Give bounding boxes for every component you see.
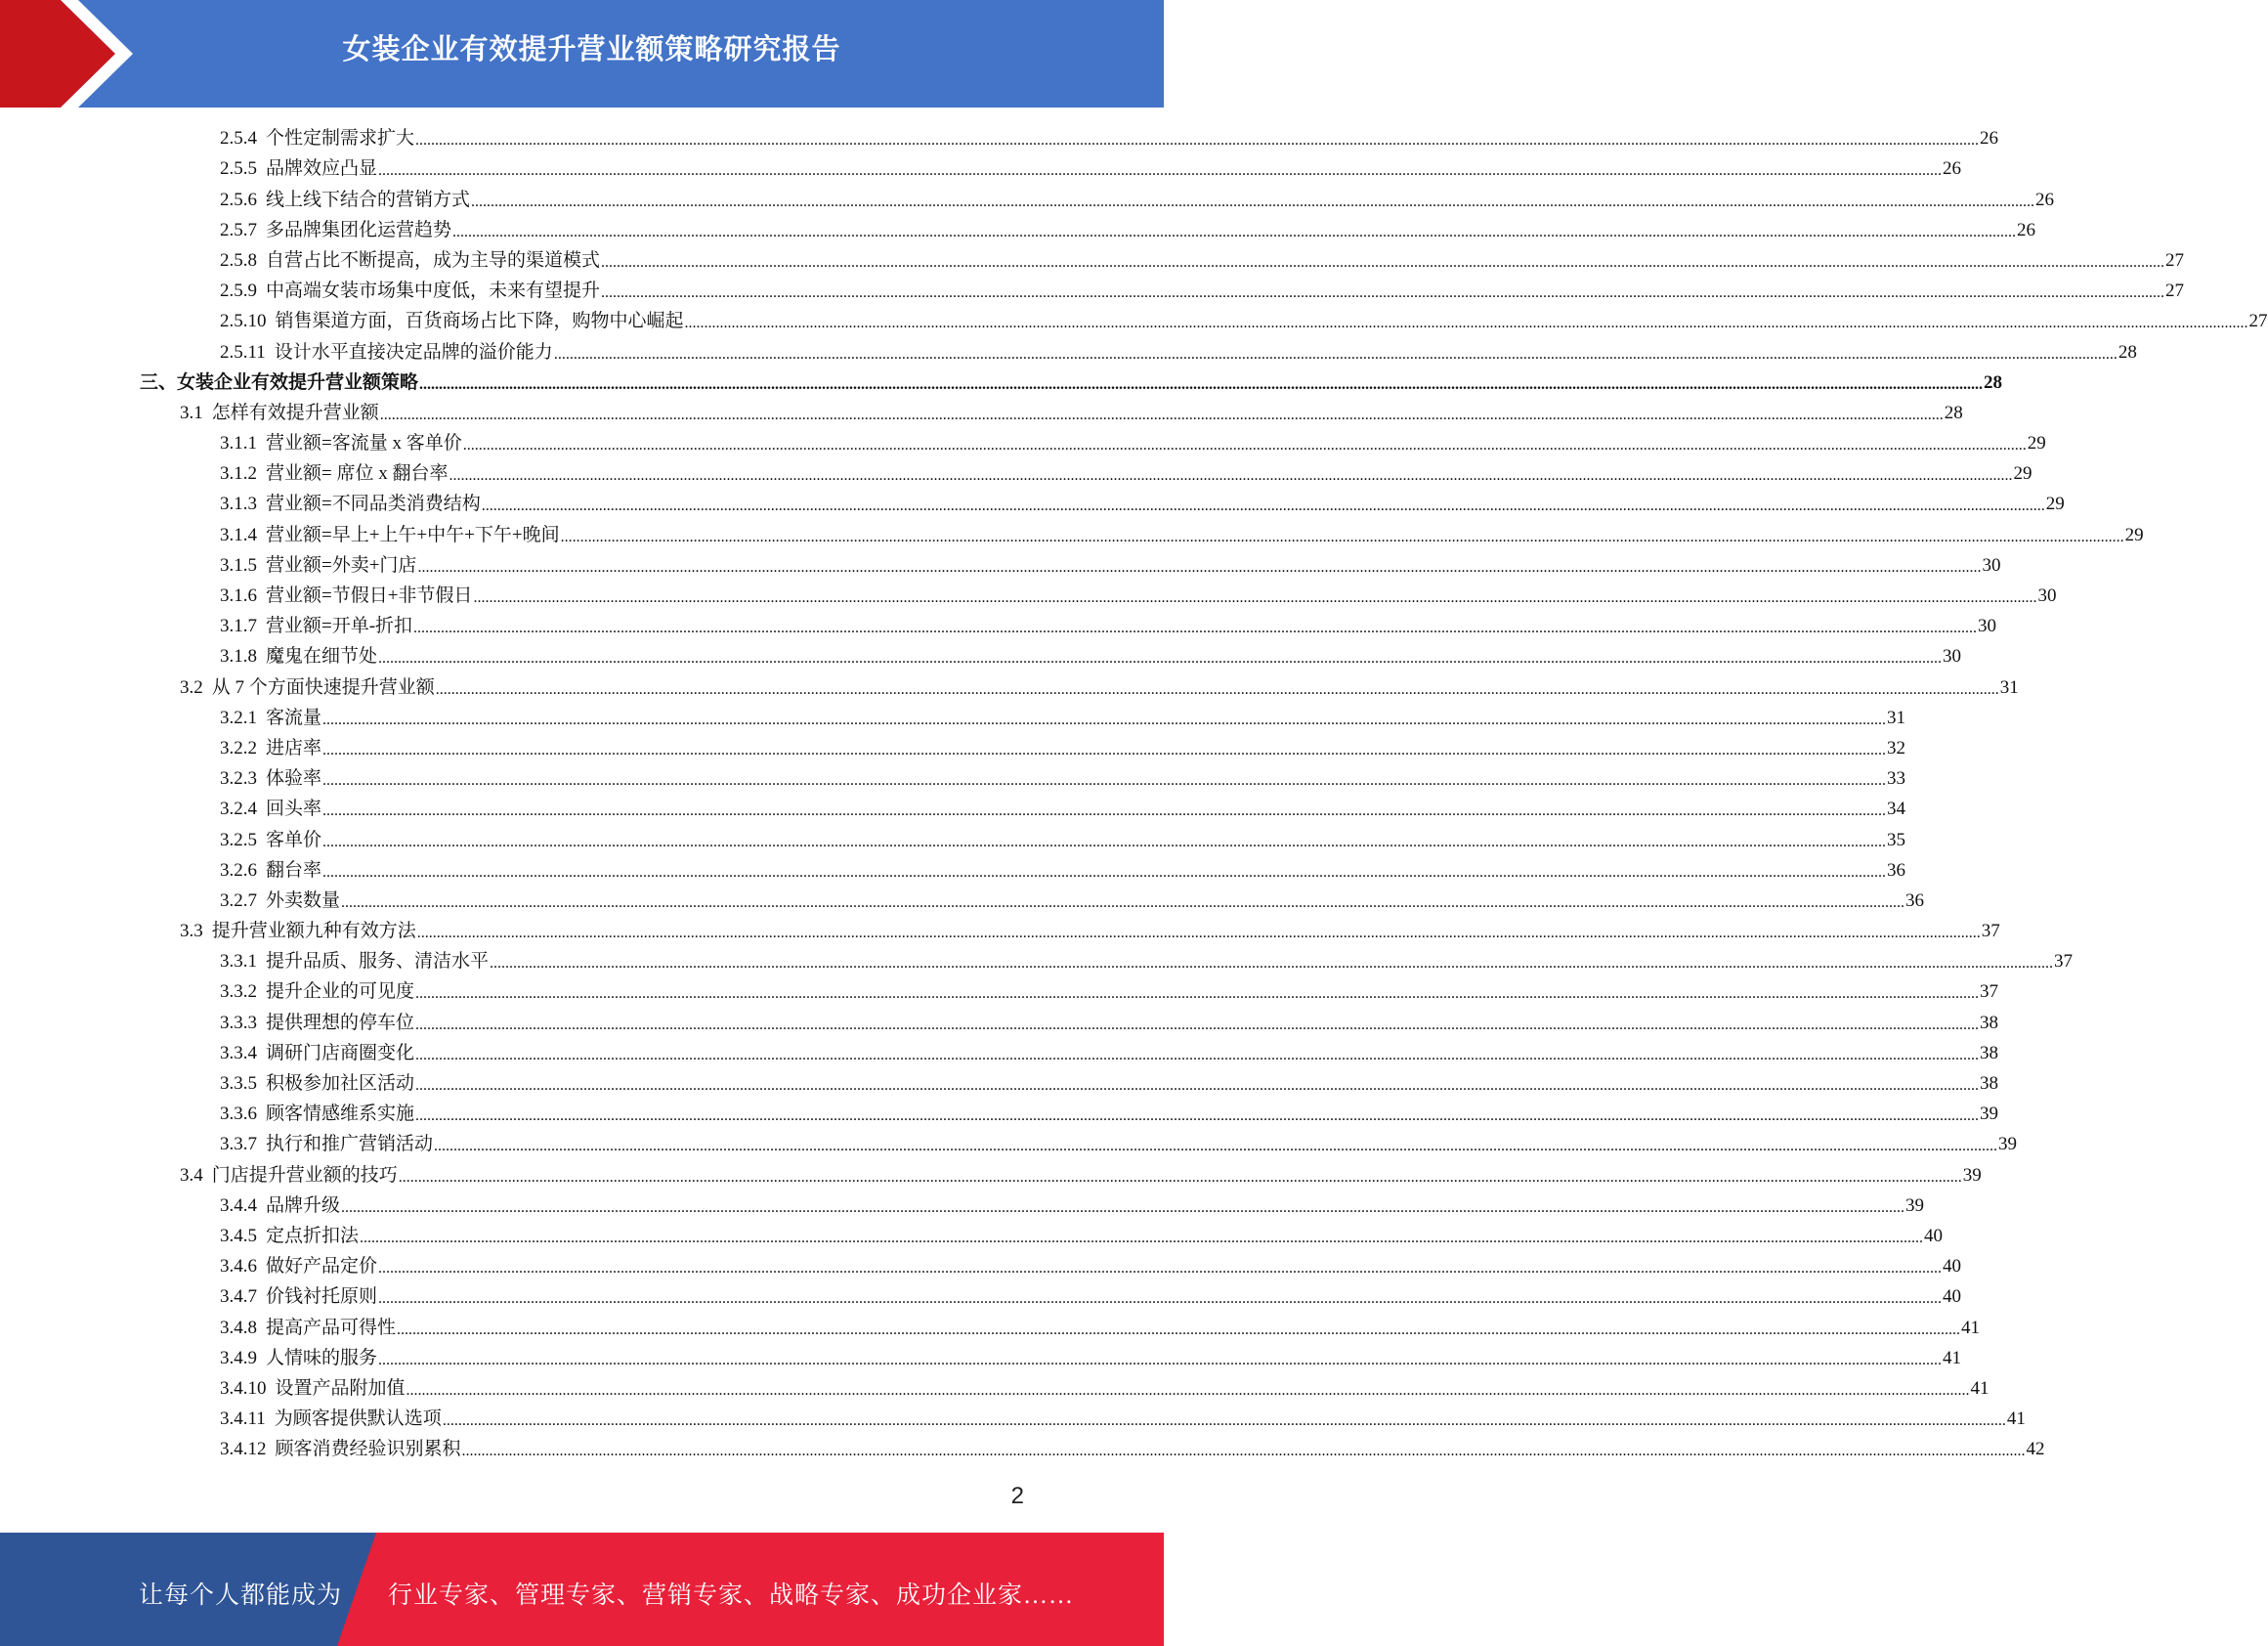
toc-leader-dots: ................................................................................................................................................................................................................................................................................................................................................................................................................ <box>378 1260 1943 1278</box>
toc-entry-title: 顾客情感维系实施 <box>266 1104 415 1125</box>
toc-entry-number: 3.1 <box>180 402 203 423</box>
toc-entry-page: 27 <box>2165 281 2185 302</box>
toc-entry-title: 营业额=开单-折扣 <box>266 616 413 637</box>
toc-entry-title: 提供理想的停车位 <box>266 1012 415 1033</box>
toc-entry-text <box>220 281 600 302</box>
toc-entry-number: 3.1.7 <box>220 616 257 637</box>
toc-entry-text <box>220 463 448 485</box>
toc-entry-title: 提高产品可得性 <box>266 1317 397 1338</box>
toc-entry[interactable] <box>0 307 2268 337</box>
toc-entry-page: 39 <box>1980 1104 1999 1125</box>
toc-entry[interactable] <box>0 704 1906 734</box>
footer-slogan-left: 让每个人都能成为 <box>139 1582 343 1609</box>
page-number: 2 <box>1010 1483 1024 1509</box>
toc-entry[interactable] <box>0 672 2019 703</box>
toc-entry-page: 40 <box>1924 1225 1944 1246</box>
toc-leader-dots: ................................................................................................................................................................................................................................................................................................................................................................................................................ <box>378 1290 1943 1308</box>
toc-leader-dots: ................................................................................................................................................................................................................................................................................................................................................................................................................ <box>435 680 1999 698</box>
toc-entry[interactable] <box>0 246 2185 277</box>
toc-entry-number: 2.5.6 <box>220 189 257 210</box>
toc-entry-text <box>220 494 481 515</box>
toc-leader-dots: ................................................................................................................................................................................................................................................................................................................................................................................................................ <box>322 772 1887 790</box>
toc-entry[interactable] <box>0 825 1906 855</box>
toc-entry-text <box>220 768 321 790</box>
toc-entry[interactable] <box>0 1160 1982 1191</box>
toc-entry-page: 38 <box>1980 1073 1999 1094</box>
toc-entry-page: 26 <box>1943 158 1962 180</box>
toc-entry-page: 30 <box>1943 646 1962 668</box>
toc-entry-page: 41 <box>2006 1408 2026 1430</box>
toc-entry-page: 38 <box>1980 1012 1999 1033</box>
toc-entry-number: 3.3 <box>180 921 203 942</box>
toc-entry[interactable] <box>0 1374 1990 1405</box>
toc-leader-dots: ................................................................................................................................................................................................................................................................................................................................................................................................................ <box>415 1016 1980 1033</box>
toc-entry-page: 29 <box>2045 494 2065 515</box>
toc-entry-title: 营业额=外卖+门店 <box>266 554 417 576</box>
toc-entry[interactable] <box>0 947 2074 977</box>
toc-entry-number: 3.1.8 <box>220 646 257 668</box>
toc-entry[interactable] <box>0 216 2036 246</box>
toc-entry[interactable] <box>0 1405 2026 1435</box>
toc-entry-page: 40 <box>1943 1286 1962 1308</box>
toc-entry-title: 品牌效应凸显 <box>266 158 378 180</box>
toc-entry-text <box>220 1073 414 1095</box>
toc-entry-page: 37 <box>2054 951 2074 973</box>
toc-entry-text <box>220 1378 406 1400</box>
toc-entry-page: 26 <box>2035 189 2055 210</box>
toc-entry-text <box>220 342 553 364</box>
toc-entry-number: 3.1.1 <box>220 433 257 455</box>
toc-entry-number: 2.5.10 <box>220 311 267 332</box>
toc-entry-page: 37 <box>1981 921 2000 942</box>
toc-entry-number: 3.2.4 <box>220 799 257 820</box>
toc-entry-text <box>220 1104 414 1125</box>
toc-entry-title: 魔鬼在细节处 <box>266 646 378 668</box>
toc-entry[interactable] <box>0 337 2137 368</box>
toc-entry[interactable] <box>0 399 1963 429</box>
toc-entry[interactable] <box>0 368 2003 399</box>
toc-entry[interactable] <box>0 1222 1944 1252</box>
toc-entry-page: 30 <box>1978 616 1997 637</box>
toc-entry-title: 积极参加社区活动 <box>266 1073 415 1094</box>
toc-entry-page: 27 <box>2248 311 2268 332</box>
toc-entry-text <box>220 799 321 820</box>
toc-entry-title: 营业额= 席位 x 翻台率 <box>266 463 449 485</box>
toc-leader-dots: ................................................................................................................................................................................................................................................................................................................................................................................................................ <box>341 1198 1905 1216</box>
toc-entry-number: 3.3.1 <box>220 951 257 973</box>
toc-entry-page: 42 <box>2026 1439 2045 1460</box>
toc-entry-page: 29 <box>2027 433 2046 455</box>
toc-entry-title: 调研门店商圈变化 <box>266 1042 415 1063</box>
toc-entry-page: 29 <box>2124 524 2144 545</box>
toc-leader-dots: ................................................................................................................................................................................................................................................................................................................................................................................................................ <box>490 955 2054 973</box>
toc-entry-text <box>220 1226 359 1247</box>
toc-entry-text <box>220 860 321 882</box>
toc-entry-page: 31 <box>1999 676 2019 698</box>
toc-leader-dots: ................................................................................................................................................................................................................................................................................................................................................................................................................ <box>415 1107 1980 1125</box>
toc-entry-number: 3.2.1 <box>220 707 257 728</box>
toc-leader-dots: ................................................................................................................................................................................................................................................................................................................................................................................................................ <box>379 406 1944 423</box>
toc-entry[interactable] <box>0 185 2055 215</box>
toc-entry-text <box>220 158 377 180</box>
toc-entry-title: 门店提升营业额的技巧 <box>211 1164 398 1186</box>
toc-entry-text <box>180 677 435 699</box>
toc-entry[interactable] <box>0 1282 1962 1313</box>
toc-entry[interactable] <box>0 612 1997 642</box>
toc-entry-page: 29 <box>2013 463 2033 485</box>
toc-entry-text <box>220 433 462 455</box>
toc-entry-number: 2.5.11 <box>220 341 266 363</box>
toc-entry-number: 3.2.3 <box>220 768 257 790</box>
toc-entry-title: 女装企业有效提升营业额策略 <box>177 371 419 393</box>
toc-entry-title: 客流量 <box>266 707 322 728</box>
toc-entry[interactable] <box>0 1039 1999 1069</box>
toc-entry-number: 3.1.6 <box>220 585 257 606</box>
toc-entry-page: 41 <box>1970 1377 1990 1399</box>
toc-entry-page: 26 <box>1980 128 1999 150</box>
toc-entry-page: 28 <box>1984 371 2003 393</box>
toc-entry[interactable] <box>0 1008 1999 1038</box>
toc-entry-title: 为顾客提供默认选项 <box>274 1408 442 1430</box>
toc-entry-title: 提升营业额九种有效方法 <box>211 921 416 942</box>
toc-entry-text <box>220 830 321 851</box>
table-of-contents <box>0 124 2268 1465</box>
toc-entry[interactable] <box>0 1344 1962 1374</box>
toc-entry-number: 3.4.11 <box>220 1408 266 1430</box>
toc-leader-dots: ................................................................................................................................................................................................................................................................................................................................................................................................................ <box>452 223 2017 240</box>
toc-entry[interactable] <box>0 1252 1962 1282</box>
toc-entry-title: 价钱衬托原则 <box>266 1286 378 1308</box>
toc-entry-page: 37 <box>1980 981 1999 1003</box>
report-title: 女装企业有效提升营业额策略研究报告 <box>342 32 841 65</box>
toc-entry-number: 2.5.5 <box>220 158 257 180</box>
page-header <box>0 0 1164 108</box>
toc-entry-text <box>220 1043 414 1064</box>
toc-leader-dots: ................................................................................................................................................................................................................................................................................................................................................................................................................ <box>415 985 1980 1003</box>
toc-entry-title: 营业额=不同品类消费结构 <box>266 494 481 515</box>
toc-entry-number: 3.1.2 <box>220 463 257 485</box>
toc-entry-number: 2.5.7 <box>220 219 257 240</box>
toc-entry-number: 3.4 <box>180 1164 203 1186</box>
toc-entry[interactable] <box>0 1191 1925 1222</box>
toc-entry[interactable] <box>0 277 2185 307</box>
toc-entry-page: 41 <box>1943 1347 1962 1368</box>
toc-entry-number: 3.4.12 <box>220 1439 267 1460</box>
toc-entry-title: 外卖数量 <box>266 889 341 911</box>
toc-leader-dots: ................................................................................................................................................................................................................................................................................................................................................................................................................ <box>601 284 2165 302</box>
toc-entry-number: 3.2.7 <box>220 889 257 911</box>
toc-entry-text <box>220 738 321 759</box>
toc-entry-number: 3.4.7 <box>220 1286 257 1308</box>
toc-leader-dots: ................................................................................................................................................................................................................................................................................................................................................................................................................ <box>341 893 1905 911</box>
toc-entry-number: 3.1.5 <box>220 554 257 576</box>
toc-entry-number: 3.3.6 <box>220 1104 257 1125</box>
toc-entry-title: 中高端女装市场集中度低，未来有望提升 <box>266 281 601 302</box>
toc-entry-title: 翻台率 <box>266 859 322 881</box>
toc-leader-dots: ................................................................................................................................................................................................................................................................................................................................................................................................................ <box>413 620 1978 637</box>
toc-entry-title: 做好产品定价 <box>266 1256 378 1278</box>
toc-leader-dots: ................................................................................................................................................................................................................................................................................................................................................................................................................ <box>416 925 1981 942</box>
toc-leader-dots: ................................................................................................................................................................................................................................................................................................................................................................................................................ <box>684 315 2248 332</box>
toc-entry-text <box>220 1195 340 1217</box>
toc-entry[interactable] <box>0 459 2033 490</box>
toc-leader-dots: ................................................................................................................................................................................................................................................................................................................................................................................................................ <box>461 1443 2026 1460</box>
toc-entry-page: 28 <box>2118 341 2137 363</box>
toc-entry-text <box>220 890 340 912</box>
toc-entry-number: 3.2.6 <box>220 859 257 881</box>
toc-entry[interactable] <box>0 429 2046 459</box>
toc-entry-title: 营业额=节假日+非节假日 <box>266 585 473 606</box>
toc-entry-text <box>220 1318 396 1339</box>
toc-entry-page: 30 <box>2037 585 2057 606</box>
toc-leader-dots: ................................................................................................................................................................................................................................................................................................................................................................................................................ <box>419 375 1984 393</box>
toc-entry[interactable] <box>0 1313 1981 1343</box>
toc-leader-dots: ................................................................................................................................................................................................................................................................................................................................................................................................................ <box>434 1138 1998 1155</box>
page-footer <box>0 1533 1164 1646</box>
toc-entry-text <box>220 981 414 1003</box>
toc-entry-title: 人情味的服务 <box>266 1347 378 1368</box>
toc-entry-page: 26 <box>2017 219 2036 240</box>
toc-entry-title: 营业额=早上+上午+中午+下午+晚间 <box>266 524 560 545</box>
toc-entry-page: 39 <box>1962 1164 1982 1186</box>
toc-entry-text <box>220 585 472 607</box>
toc-entry-number: 3.2.2 <box>220 737 257 758</box>
toc-entry-text <box>180 403 379 424</box>
toc-entry-page: 31 <box>1887 707 1906 728</box>
toc-entry-number: 3.4.6 <box>220 1256 257 1278</box>
toc-leader-dots: ................................................................................................................................................................................................................................................................................................................................................................................................................ <box>553 345 2118 363</box>
toc-entry[interactable] <box>0 856 1906 887</box>
toc-entry-page: 36 <box>1887 859 1906 881</box>
toc-entry-title: 顾客消费经验识别累积 <box>275 1439 461 1460</box>
toc-entry[interactable] <box>0 1435 2045 1465</box>
toc-entry-number: 3.4.9 <box>220 1347 257 1368</box>
toc-entry-title: 销售渠道方面，百货商场占比下降，购物中心崛起 <box>275 311 684 332</box>
toc-leader-dots: ................................................................................................................................................................................................................................................................................................................................................................................................................ <box>415 1046 1980 1063</box>
footer-slogan-right: 行业专家、管理专家、营销专家、战略专家、成功企业家…… <box>388 1582 1075 1609</box>
toc-entry-text <box>220 1286 377 1308</box>
toc-entry-number: 3.4.10 <box>220 1377 267 1399</box>
toc-entry[interactable] <box>0 764 1906 795</box>
toc-entry-title: 回头率 <box>266 799 322 820</box>
toc-entry-title: 客单价 <box>266 829 322 850</box>
toc-entry-title: 设置产品附加值 <box>275 1377 406 1399</box>
toc-leader-dots: ................................................................................................................................................................................................................................................................................................................................................................................................................ <box>415 1077 1980 1094</box>
toc-entry[interactable] <box>0 1069 1999 1100</box>
toc-entry-text <box>220 311 684 332</box>
toc-leader-dots: ................................................................................................................................................................................................................................................................................................................................................................................................................ <box>378 162 1943 180</box>
toc-entry-number: 2.5.9 <box>220 281 257 302</box>
toc-entry[interactable] <box>0 551 2001 582</box>
toc-leader-dots: ................................................................................................................................................................................................................................................................................................................................................................................................................ <box>322 711 1887 728</box>
toc-leader-dots: ................................................................................................................................................................................................................................................................................................................................................................................................................ <box>560 528 2124 545</box>
toc-leader-dots: ................................................................................................................................................................................................................................................................................................................................................................................................................ <box>322 833 1887 850</box>
toc-entry-text <box>220 1256 377 1278</box>
toc-entry-number: 3.4.4 <box>220 1194 257 1216</box>
toc-entry-text <box>220 1134 433 1155</box>
toc-entry-text <box>220 1348 377 1369</box>
toc-entry-text <box>220 1408 442 1430</box>
toc-entry-text <box>220 220 451 241</box>
toc-entry[interactable] <box>0 520 2144 550</box>
toc-entry[interactable] <box>0 887 1925 917</box>
toc-entry[interactable] <box>0 642 1962 672</box>
toc-entry-number: 2.5.8 <box>220 249 257 271</box>
toc-leader-dots: ................................................................................................................................................................................................................................................................................................................................................................................................................ <box>378 650 1943 668</box>
toc-leader-dots: ................................................................................................................................................................................................................................................................................................................................................................................................................ <box>360 1229 1924 1246</box>
toc-entry-text <box>220 250 600 272</box>
toc-entry-number: 3.3.5 <box>220 1073 257 1094</box>
toc-entry-page: 27 <box>2165 249 2185 271</box>
toc-entry-text <box>220 128 414 150</box>
toc-entry-number: 3.1.4 <box>220 524 257 545</box>
toc-entry-text <box>180 1165 398 1187</box>
toc-entry-number: 3.1.3 <box>220 494 257 515</box>
toc-entry-title: 执行和推广营销活动 <box>266 1134 434 1155</box>
toc-entry[interactable] <box>0 917 2000 947</box>
toc-entry-text <box>220 1439 461 1460</box>
toc-leader-dots: ................................................................................................................................................................................................................................................................................................................................................................................................................ <box>417 558 1982 576</box>
toc-entry[interactable] <box>0 734 1906 764</box>
toc-entry-title: 进店率 <box>266 737 322 758</box>
toc-entry-page: 32 <box>1887 737 1906 758</box>
toc-entry-title: 多品牌集团化运营趋势 <box>266 219 452 240</box>
toc-entry-number: 3.3.2 <box>220 981 257 1003</box>
toc-entry-number: 三、 <box>140 371 178 393</box>
toc-entry[interactable] <box>0 795 1906 825</box>
toc-entry-title: 从 7 个方面快速提升营业额 <box>211 676 435 698</box>
toc-leader-dots: ................................................................................................................................................................................................................................................................................................................................................................................................................ <box>397 1321 1961 1338</box>
toc-leader-dots: ................................................................................................................................................................................................................................................................................................................................................................................................................ <box>601 253 2165 271</box>
toc-entry-page: 39 <box>1905 1194 1925 1216</box>
toc-entry-number: 3.3.4 <box>220 1042 257 1063</box>
toc-entry-number: 3.3.7 <box>220 1134 257 1155</box>
toc-entry-title: 线上线下结合的营销方式 <box>266 189 471 210</box>
toc-entry-page: 40 <box>1943 1256 1962 1278</box>
toc-entry[interactable] <box>0 154 1962 185</box>
toc-entry-text <box>220 951 489 973</box>
toc-leader-dots: ................................................................................................................................................................................................................................................................................................................................................................................................................ <box>471 193 2035 210</box>
toc-entry-title: 营业额=客流量 x 客单价 <box>266 433 462 455</box>
toc-leader-dots: ................................................................................................................................................................................................................................................................................................................................................................................................................ <box>442 1412 2006 1430</box>
toc-entry-page: 36 <box>1905 889 1925 911</box>
toc-entry-number: 3.4.8 <box>220 1317 257 1338</box>
toc-entry-title: 个性定制需求扩大 <box>266 128 415 150</box>
toc-entry-page: 41 <box>1961 1317 1981 1338</box>
toc-entry-page: 39 <box>1998 1134 2018 1155</box>
toc-entry-title: 怎样有效提升营业额 <box>211 402 379 423</box>
toc-leader-dots: ................................................................................................................................................................................................................................................................................................................................................................................................................ <box>481 498 2045 515</box>
toc-entry[interactable] <box>0 124 1999 154</box>
toc-leader-dots: ................................................................................................................................................................................................................................................................................................................................................................................................................ <box>322 863 1887 881</box>
toc-entry-text <box>220 190 470 211</box>
toc-leader-dots: ................................................................................................................................................................................................................................................................................................................................................................................................................ <box>462 437 2027 455</box>
toc-entry[interactable] <box>0 1100 1999 1130</box>
toc-entry-page: 33 <box>1887 768 1906 790</box>
toc-entry-text <box>140 372 418 394</box>
toc-entry-text <box>220 1013 414 1034</box>
toc-entry-title: 提升品质、服务、清洁水平 <box>266 951 490 973</box>
toc-entry[interactable] <box>0 977 1999 1008</box>
toc-entry-title: 自营占比不断提高，成为主导的渠道模式 <box>266 249 601 271</box>
toc-entry-title: 设计水平直接决定品牌的溢价能力 <box>274 341 553 363</box>
toc-entry-number: 3.2 <box>180 676 203 698</box>
toc-leader-dots: ................................................................................................................................................................................................................................................................................................................................................................................................................ <box>406 1381 1970 1399</box>
toc-entry-title: 提升企业的可见度 <box>266 981 415 1003</box>
toc-entry-text <box>220 525 560 546</box>
toc-entry-title: 品牌升级 <box>266 1194 341 1216</box>
toc-entry-page: 30 <box>1982 554 2001 576</box>
toc-entry-text <box>220 646 377 668</box>
toc-entry-page: 28 <box>1944 402 1963 423</box>
toc-entry[interactable] <box>0 1130 2018 1160</box>
toc-entry-text <box>220 708 321 729</box>
toc-leader-dots: ................................................................................................................................................................................................................................................................................................................................................................................................................ <box>415 132 1980 150</box>
toc-entry-title: 体验率 <box>266 768 322 790</box>
toc-leader-dots: ................................................................................................................................................................................................................................................................................................................................................................................................................ <box>449 467 2013 485</box>
toc-leader-dots: ................................................................................................................................................................................................................................................................................................................................................................................................................ <box>398 1168 1962 1186</box>
toc-leader-dots: ................................................................................................................................................................................................................................................................................................................................................................................................................ <box>473 589 2037 606</box>
toc-entry[interactable] <box>0 582 2057 612</box>
toc-entry[interactable] <box>0 490 2065 520</box>
toc-entry-number: 2.5.4 <box>220 128 257 150</box>
toc-entry-text <box>220 616 412 637</box>
toc-entry-page: 35 <box>1887 829 1906 850</box>
toc-leader-dots: ................................................................................................................................................................................................................................................................................................................................................................................................................ <box>322 741 1887 758</box>
toc-leader-dots: ................................................................................................................................................................................................................................................................................................................................................................................................................ <box>322 802 1887 820</box>
toc-entry-number: 3.2.5 <box>220 829 257 850</box>
toc-entry-number: 3.4.5 <box>220 1225 257 1246</box>
toc-leader-dots: ................................................................................................................................................................................................................................................................................................................................................................................................................ <box>378 1351 1943 1368</box>
toc-entry-number: 3.3.3 <box>220 1012 257 1033</box>
toc-entry-text <box>220 555 416 577</box>
toc-entry-title: 定点折扣法 <box>266 1225 360 1246</box>
toc-entry-page: 34 <box>1887 799 1906 820</box>
toc-entry-page: 38 <box>1980 1042 1999 1063</box>
toc-entry-text <box>180 921 416 942</box>
